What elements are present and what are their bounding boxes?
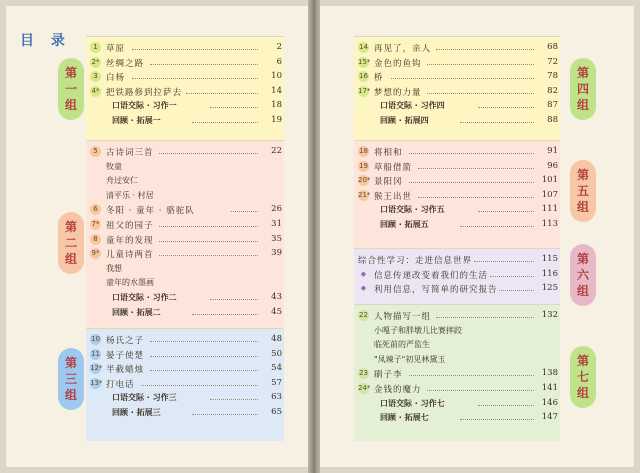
group-label-char: 组	[64, 252, 77, 266]
entry-title: "凤辣子"初见林黛玉	[374, 354, 446, 364]
group-label-char: 第	[576, 354, 589, 368]
group-label-char: 组	[576, 284, 589, 298]
toc-entry[interactable]	[86, 247, 284, 261]
page-number: 10	[271, 71, 282, 82]
dot-leader	[490, 276, 534, 277]
page-number: 96	[547, 160, 558, 171]
toc-entry[interactable]	[86, 160, 284, 174]
toc-entry[interactable]	[354, 41, 560, 55]
page-number: 50	[271, 348, 282, 359]
dot-leader	[150, 341, 258, 342]
page-number: 57	[271, 377, 282, 388]
toc-entry[interactable]	[86, 174, 284, 188]
page-number: 82	[547, 85, 558, 96]
group-label-char: 二	[64, 236, 77, 250]
lesson-number: 10	[91, 335, 100, 343]
page-number: 113	[541, 219, 558, 229]
group-badge	[58, 348, 84, 410]
entry-title: 利用信息，写简单的研究报告	[374, 285, 498, 296]
lesson-number: ◆	[360, 269, 367, 278]
lesson-number: 4*	[91, 86, 100, 95]
group-badge	[570, 58, 596, 120]
page-number: 141	[541, 383, 558, 393]
entry-title: 猴王出世	[374, 191, 413, 202]
dot-leader	[186, 93, 258, 94]
lesson-number: 24*	[358, 384, 371, 392]
entry-title: 桥	[374, 73, 384, 84]
group-label-char: 五	[576, 184, 589, 198]
group-badge	[58, 58, 84, 120]
dot-leader	[436, 49, 534, 50]
dot-leader	[132, 78, 258, 79]
toc-entry[interactable]	[86, 114, 284, 128]
group-label-char: 组	[64, 98, 77, 112]
page-number: 2	[276, 42, 282, 52]
toc-entry[interactable]	[354, 268, 560, 282]
dot-leader	[210, 399, 258, 400]
toc-entry[interactable]	[354, 56, 560, 70]
entry-title: 童年的发现	[106, 235, 154, 246]
dot-leader	[460, 419, 534, 420]
toc-entry[interactable]	[354, 338, 560, 352]
entry-title: 冬阳 · 童年 · 骆驼队	[106, 206, 195, 217]
entry-title: 景阳冈	[374, 177, 403, 188]
page-number: 111	[541, 204, 558, 215]
dot-leader	[478, 405, 534, 406]
toc-entry[interactable]	[354, 353, 560, 367]
entry-title: 古诗词三首	[106, 148, 154, 158]
dot-leader	[391, 78, 534, 79]
lesson-number: 1	[90, 42, 101, 53]
page-number: 115	[541, 254, 558, 264]
page-number: 125	[541, 283, 558, 294]
entry-title: 临死前的严监生	[374, 340, 430, 350]
lesson-number: 17*	[358, 86, 371, 95]
dot-leader	[192, 314, 258, 315]
group-badge	[58, 212, 84, 274]
page-number: 132	[541, 310, 558, 320]
entry-title: 口语交际 · 习作三	[112, 393, 177, 403]
dot-leader	[231, 211, 258, 212]
entry-title: 祖父的园子	[106, 221, 154, 231]
dot-leader	[159, 241, 258, 242]
lesson-number: 6	[90, 204, 101, 215]
dot-leader	[210, 299, 258, 300]
left-group-panel	[86, 36, 284, 141]
dot-leader	[460, 226, 534, 227]
entry-title: 金色的鱼钩	[374, 58, 422, 69]
dot-leader	[141, 385, 258, 386]
group-label-char: 组	[64, 388, 77, 402]
toc-entry[interactable]	[86, 41, 284, 55]
page-number: 26	[271, 204, 282, 215]
page-number: 72	[547, 56, 558, 67]
entry-title: 打电话	[106, 379, 135, 390]
toc-entry[interactable]	[354, 282, 560, 296]
left-group-panel	[86, 140, 284, 329]
lesson-number: 2*	[91, 57, 100, 66]
entry-title: 清平乐 · 村居	[106, 190, 154, 200]
group-label-char: 四	[576, 82, 589, 96]
lesson-number: 15*	[358, 57, 371, 66]
entry-title: 再见了，亲人	[374, 44, 432, 54]
page-number: 91	[547, 146, 558, 156]
group-label-char: 第	[576, 66, 589, 80]
page-number: 78	[547, 71, 558, 82]
toc-entry[interactable]	[354, 397, 560, 411]
entry-title: 小嘎子和胖墩儿比赛摔跤	[374, 325, 462, 335]
lesson-number: 14	[359, 43, 368, 51]
dot-leader	[418, 168, 534, 169]
dot-leader	[150, 370, 258, 371]
dot-leader	[427, 93, 534, 94]
right-group-panel	[354, 304, 560, 441]
toc-entry[interactable]	[354, 203, 560, 217]
toc-entry[interactable]	[86, 291, 284, 305]
dot-leader	[474, 261, 534, 262]
entry-title: 口语交际 · 习作七	[380, 398, 445, 408]
lesson-number: ◆	[360, 284, 367, 293]
toc-entry[interactable]	[354, 145, 560, 159]
toc-entry[interactable]	[86, 189, 284, 203]
entry-title: 杨氏之子	[106, 336, 145, 346]
entry-title: 将相和	[374, 148, 403, 158]
entry-title: 口语交际 · 习作二	[112, 293, 177, 302]
toc-entry[interactable]	[86, 145, 284, 159]
group-label-char: 第	[64, 220, 77, 234]
entry-title: 口语交际 · 习作四	[380, 101, 445, 111]
lesson-number: 8	[90, 234, 101, 245]
lesson-number: 3	[90, 71, 101, 82]
toc-entry[interactable]	[86, 56, 284, 70]
toc-entry[interactable]	[354, 189, 560, 203]
entry-title: 信息传递改变着我们的生活	[374, 270, 489, 281]
entry-title: 草原	[106, 44, 126, 54]
group-label-char: 三	[64, 372, 77, 386]
group-label-char: 第	[64, 66, 77, 80]
toc-title: 目 录	[20, 33, 71, 49]
toc-entry[interactable]	[354, 324, 560, 338]
entry-title: 回顾 · 拓展三	[112, 408, 161, 417]
toc-entry[interactable]	[86, 218, 284, 232]
book-spine	[308, 0, 320, 473]
dot-leader	[478, 211, 534, 212]
toc-entry[interactable]	[86, 70, 284, 84]
page-number: 65	[271, 407, 282, 417]
page-number: 68	[547, 42, 558, 52]
toc-entry[interactable]	[86, 99, 284, 113]
toc-entry[interactable]	[354, 70, 560, 84]
dot-leader	[409, 375, 534, 376]
lesson-number: 23	[359, 369, 368, 378]
dot-leader	[132, 49, 258, 50]
group-badge	[570, 244, 596, 306]
page-number: 54	[271, 363, 282, 374]
entry-title: 金钱的魔力	[374, 385, 422, 395]
lesson-number: 13*	[90, 378, 103, 387]
entry-title: 回顾 · 拓展七	[380, 413, 429, 423]
entry-title: 我想	[106, 263, 122, 273]
toc-entry[interactable]	[86, 203, 284, 217]
page-number: 147	[541, 412, 558, 423]
dot-leader	[436, 317, 534, 318]
entry-title: 草船借箭	[374, 162, 413, 173]
toc-entry[interactable]	[354, 411, 560, 425]
entry-title: 丝绸之路	[106, 58, 145, 69]
lesson-number: 19	[359, 161, 368, 170]
entry-title: 回顾 · 拓展二	[112, 307, 161, 317]
group-label-char: 一	[64, 82, 77, 96]
lesson-number: 7*	[91, 220, 100, 228]
toc-entry[interactable]	[354, 382, 560, 396]
toc-entry[interactable]	[354, 309, 560, 323]
lesson-number: 22	[359, 311, 368, 319]
entry-title: 回顾 · 拓展五	[380, 220, 429, 229]
lesson-number: 11	[91, 349, 100, 358]
dot-leader	[159, 226, 258, 227]
dot-leader	[159, 153, 258, 154]
group-label-char: 第	[64, 356, 77, 370]
toc-entry[interactable]	[86, 333, 284, 347]
right-group-panel	[354, 248, 560, 305]
page-number: 19	[271, 115, 282, 125]
page-number: 138	[541, 368, 558, 379]
toc-entry[interactable]	[86, 85, 284, 99]
page-number: 35	[271, 233, 282, 244]
entry-title: 回顾 · 拓展四	[380, 116, 429, 125]
entry-title: 把铁路修到拉萨去	[106, 87, 183, 98]
entry-title: 口语交际 · 习作五	[380, 205, 445, 215]
page-number: 88	[547, 115, 558, 125]
left-group-panel	[86, 328, 284, 441]
toc-entry[interactable]	[86, 348, 284, 362]
page-number: 63	[271, 392, 282, 403]
toc-entry[interactable]	[354, 174, 560, 188]
toc-entry[interactable]	[86, 406, 284, 420]
page-number: 14	[271, 85, 282, 96]
page-number: 22	[271, 146, 282, 156]
group-label-char: 组	[576, 200, 589, 214]
page-number: 6	[276, 56, 282, 67]
group-label-char: 六	[576, 268, 589, 282]
toc-entry[interactable]	[354, 367, 560, 381]
toc-entry[interactable]	[86, 362, 284, 376]
entry-title: 儿童诗两首	[106, 250, 154, 261]
group-label-char: 七	[576, 370, 589, 384]
dot-leader	[427, 64, 534, 65]
entry-title: 人物描写一组	[374, 312, 432, 322]
lesson-number: 9*	[91, 249, 100, 258]
right-group-panel	[354, 36, 560, 141]
entry-title: 舟过安仁	[106, 176, 138, 186]
toc-entry[interactable]	[86, 262, 284, 276]
dot-leader	[460, 122, 534, 123]
entry-title: 梦想的力量	[374, 87, 422, 98]
page-number: 31	[271, 219, 282, 229]
group-label-char: 第	[576, 252, 589, 266]
lesson-number: 21*	[358, 190, 371, 199]
entry-title: 刷子李	[374, 370, 403, 381]
entry-title: 牧童	[106, 161, 122, 171]
lesson-number: 16	[359, 72, 368, 81]
lesson-number: 18	[359, 147, 368, 155]
dot-leader	[192, 414, 258, 415]
dot-leader	[159, 255, 258, 256]
dot-leader	[409, 153, 534, 154]
right-group-panel	[354, 140, 560, 249]
dot-leader	[418, 197, 534, 198]
page-number: 107	[541, 189, 558, 200]
page-number: 48	[271, 334, 282, 344]
lesson-number: 5	[90, 146, 101, 157]
toc-entry[interactable]	[354, 253, 560, 267]
toc-entry[interactable]	[354, 85, 560, 99]
dot-leader	[210, 107, 258, 108]
page-number: 39	[271, 248, 282, 259]
page-number: 146	[541, 397, 558, 408]
toc-entry[interactable]	[354, 160, 560, 174]
group-label-char: 组	[576, 98, 589, 112]
page-number: 45	[271, 306, 282, 317]
toc-entry[interactable]	[86, 276, 284, 290]
page-number: 43	[271, 292, 282, 302]
dot-leader	[409, 182, 534, 183]
toc-entry[interactable]	[354, 218, 560, 232]
toc-entry[interactable]	[354, 114, 560, 128]
toc-entry[interactable]	[86, 233, 284, 247]
group-badge	[570, 160, 596, 222]
toc-entry[interactable]	[354, 99, 560, 113]
dot-leader	[150, 64, 258, 65]
dot-leader	[427, 390, 534, 391]
entry-title: 晏子使楚	[106, 350, 145, 361]
entry-title: 口语交际 · 习作一	[112, 101, 177, 111]
toc-entry[interactable]	[86, 306, 284, 320]
entry-title: 白杨	[106, 73, 126, 84]
page-number: 18	[271, 100, 282, 111]
group-label-char: 第	[576, 168, 589, 182]
group-badge	[570, 346, 596, 408]
dot-leader	[499, 290, 534, 291]
dot-leader	[150, 356, 258, 357]
entry-title: 综合性学习：走进信息世界	[358, 256, 473, 266]
lesson-number: 20*	[358, 176, 371, 185]
entry-title: 回顾 · 拓展一	[112, 116, 161, 125]
dot-leader	[478, 107, 534, 108]
toc-entry[interactable]	[86, 377, 284, 391]
page-number: 101	[541, 175, 558, 186]
lesson-number: 12*	[90, 364, 103, 373]
entry-title: 半截蜡烛	[106, 365, 145, 376]
toc-entry[interactable]	[86, 391, 284, 405]
page-number: 116	[541, 268, 558, 279]
page-number: 87	[547, 100, 558, 111]
group-label-char: 组	[576, 386, 589, 400]
dot-leader	[192, 122, 258, 123]
entry-title: 童年的水墨画	[106, 278, 154, 288]
